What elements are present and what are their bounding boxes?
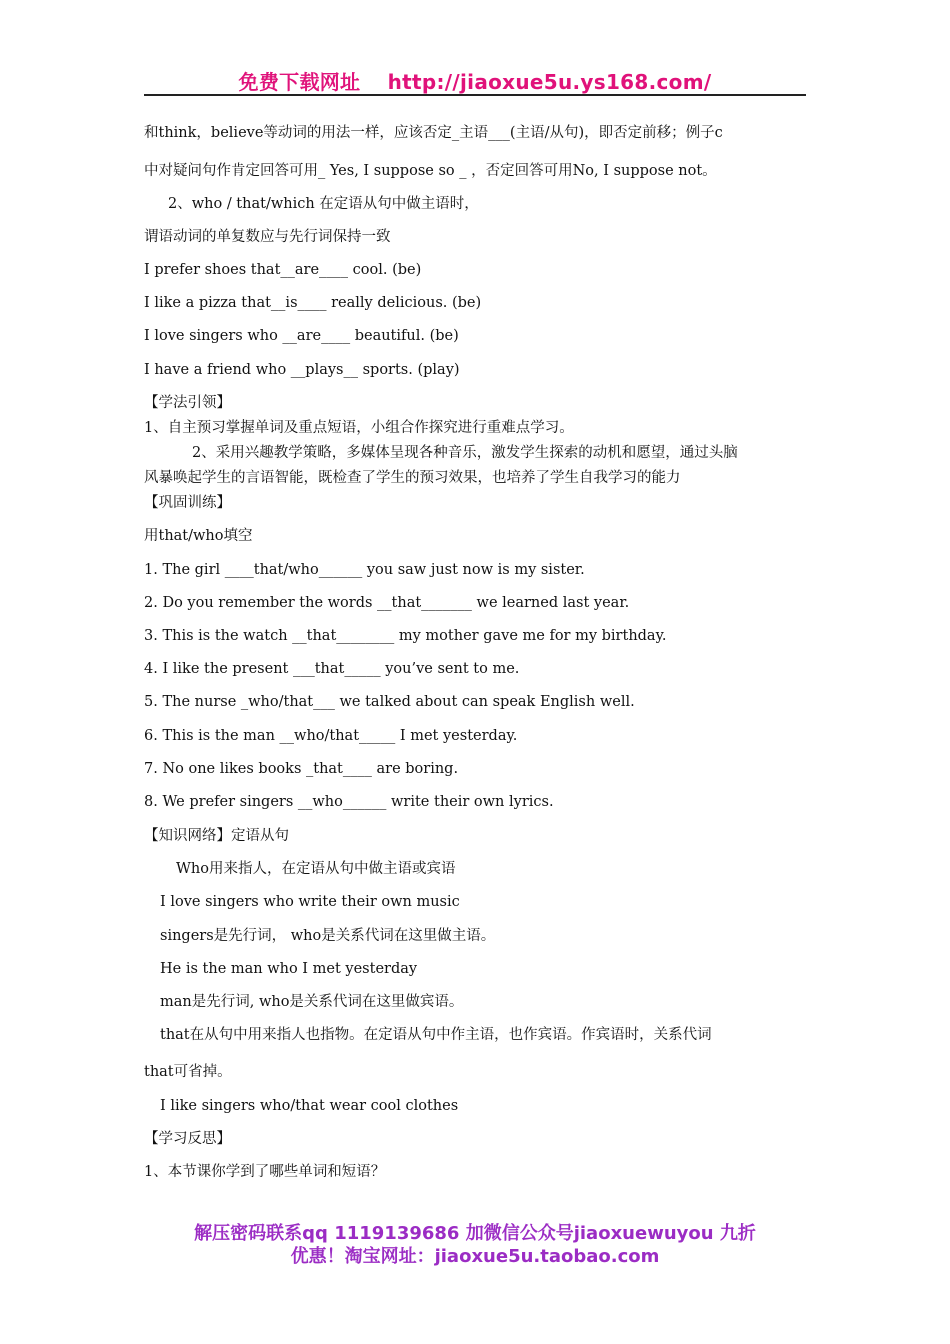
header-url-link[interactable]: http://jiaoxue5u.ys168.com/ (387, 70, 712, 94)
text-line: I have a friend who __plays__ sports. (play) (144, 362, 460, 378)
section-heading: 【巩固训练】 (144, 495, 231, 511)
section-heading: 【学法引领】 (144, 395, 231, 411)
header-label: 免费下载网址 (238, 70, 361, 94)
exercise-item: 4. I like the present ___that_____ you’ve sent to me. (144, 661, 520, 677)
text-line: 风暴唤起学生的言语智能，既检查了学生的预习效果，也培养了学生自我学习的能力 (144, 470, 681, 486)
text-line: man是先行词, who是关系代词在这里做宾语。 (160, 994, 464, 1010)
text-line: 2、who / that/which 在定语从句中做主语时， (168, 196, 479, 212)
footer-line-1: 解压密码联系qq 1119139686 加微信公众号jiaoxuewuyou 九折 (194, 1223, 756, 1244)
text-line: 和think，believe等动词的用法一样，应该否定_主语___(主语/从句)，即否定前移；例子c (144, 125, 723, 141)
exercise-item: 6. This is the man __who/that_____ I met yesterday. (144, 728, 518, 744)
exercise-item: 7. No one likes books _that____ are boring. (144, 761, 459, 777)
text-line: Who用来指人，在定语从句中做主语或宾语 (176, 861, 456, 877)
text-line: that在从句中用来指人也指物。在定语从句中作主语，也作宾语。作宾语时，关系代词 (160, 1027, 712, 1043)
text-line: 谓语动词的单复数应与先行词保持一致 (144, 229, 391, 245)
text-line: I like singers who/that wear cool clothes (160, 1098, 459, 1114)
section-heading: 【学习反思】 (144, 1131, 231, 1147)
exercise-item: 2. Do you remember the words __that_______ we learned last year. (144, 595, 630, 611)
text-line: singers是先行词， who是关系代词在这里做主语。 (160, 928, 496, 944)
text-line: 2、采用兴趣教学策略，多媒体呈现各种音乐，激发学生探索的动机和愿望，通过头脑 (192, 445, 738, 461)
exercise-item: 5. The nurse _who/that___ we talked about can speak English well. (144, 694, 635, 710)
text-line: 1、本节课你学到了哪些单词和短语？ (144, 1164, 386, 1180)
text-line: I like a pizza that__is____ really delicious. (be) (144, 295, 482, 311)
exercise-item: 1. The girl ____that/who______ you saw just now is my sister. (144, 562, 585, 578)
text-line: I love singers who __are____ beautiful. (be) (144, 328, 459, 344)
text-line: He is the man who I met yesterday (160, 961, 418, 977)
text-line: I love singers who write their own music (160, 894, 460, 910)
text-line: that可省掉。 (144, 1064, 232, 1080)
page-header (144, 66, 806, 96)
exercise-item: 8. We prefer singers __who______ write their own lyrics. (144, 794, 554, 810)
text-line: I prefer shoes that__are____ cool. (be) (144, 262, 422, 278)
text-line: 1、自主预习掌握单词及重点短语，小组合作探究进行重难点学习。 (144, 420, 574, 436)
text-line: 中对疑问句作肯定回答可用_ Yes, I suppose so _ ，否定回答可用No, I suppose not。 (144, 163, 717, 179)
text-line: 用that/who填空 (144, 528, 253, 544)
exercise-item: 3. This is the watch __that________ my mother gave me for my birthday. (144, 628, 667, 644)
section-heading: 【知识网络】定语从句 (144, 828, 289, 844)
footer-line-2: 优惠！淘宝网址：jiaoxue5u.taobao.com (290, 1246, 660, 1267)
